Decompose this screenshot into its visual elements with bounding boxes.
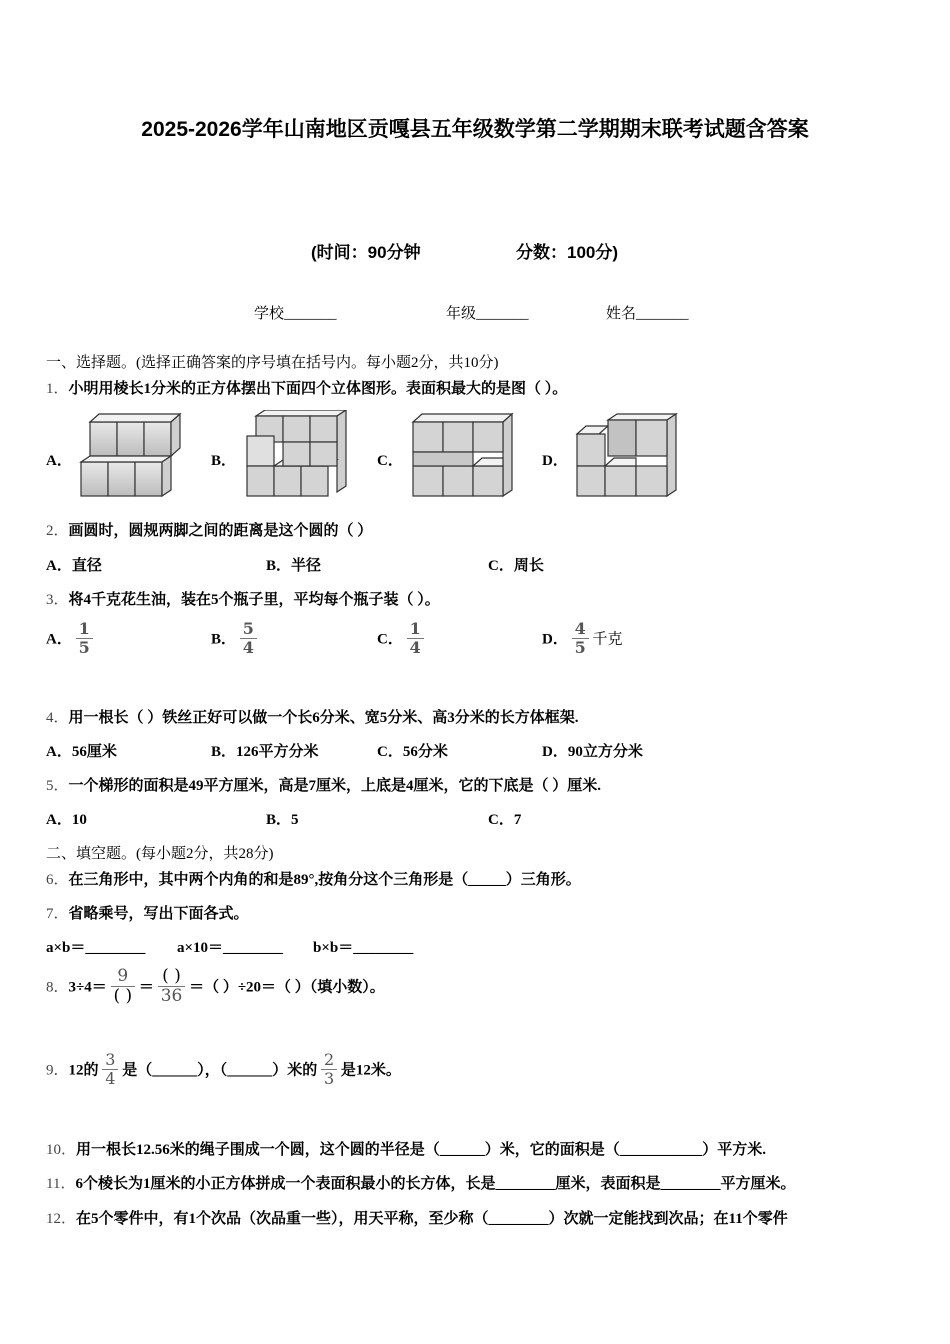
q7-item-3: b×b＝________ xyxy=(313,940,414,956)
denominator: 4 xyxy=(409,637,421,657)
figure-c-cubes xyxy=(404,410,524,502)
q3-option-d xyxy=(542,620,623,656)
fraction xyxy=(158,967,186,1005)
q3-option-a xyxy=(46,620,93,656)
section-2-heading: 二、填空题。(每小题2分，共28分) xyxy=(46,846,274,862)
option-label: C． xyxy=(377,631,403,648)
numerator: 3 xyxy=(102,1051,118,1070)
question-number: 6． xyxy=(46,872,69,888)
fraction xyxy=(407,620,424,656)
question-11 xyxy=(46,1172,795,1193)
fraction xyxy=(76,620,93,656)
question-text: 省略乘号，写出下面各式。 xyxy=(68,906,249,922)
question-number: 10． xyxy=(46,1142,77,1158)
question-number: 11． xyxy=(46,1176,76,1192)
q5-option-b: B．5 xyxy=(266,812,299,828)
question-1 xyxy=(46,377,567,398)
question-text-post: ＝（ ）÷20＝（ ）（填小数）。 xyxy=(189,979,385,996)
question-text: 在三角形中，其中两个内角的和是89°,按角分这个三角形是（_____）三角形。 xyxy=(68,872,581,888)
fraction xyxy=(572,620,589,656)
question-number: 12． xyxy=(46,1211,77,1227)
numerator: 2 xyxy=(321,1051,337,1070)
q4-option-a: A．56厘米 xyxy=(46,744,117,760)
question-text: 小明用棱长1分米的正方体摆出下面四个立体图形。表面积最大的是图（ ）。 xyxy=(68,381,568,397)
numerator: 1 xyxy=(407,620,424,639)
school-field: 学校_______ xyxy=(254,306,337,322)
equals: ＝ xyxy=(138,979,154,996)
q4-option-d: D．90立方分米 xyxy=(542,744,643,760)
time-label: (时间：90分钟 xyxy=(311,243,421,262)
numerator: ( ) xyxy=(158,967,186,987)
figure-b-cubes xyxy=(238,410,358,502)
question-text: 画圆时，圆规两脚之间的距离是这个圆的（ ） xyxy=(68,523,373,539)
fraction xyxy=(111,967,136,1005)
question-3 xyxy=(46,588,440,609)
section-1-heading: 一、选择题。(选择正确答案的序号填在括号内。每小题2分，共10分) xyxy=(46,355,499,371)
question-10 xyxy=(46,1138,766,1159)
q2-option-b: B．半径 xyxy=(266,558,322,574)
q5-option-a: A．10 xyxy=(46,812,87,828)
numerator: 1 xyxy=(76,620,93,639)
q5-option-c: C．7 xyxy=(488,812,522,828)
grade-field: 年级_______ xyxy=(446,306,529,322)
denominator: 4 xyxy=(105,1068,116,1088)
fraction xyxy=(240,620,257,656)
question-number: 8． xyxy=(46,979,69,996)
q7-item-1: a×b＝________ xyxy=(46,940,146,956)
q1-option-b: B． xyxy=(211,453,237,469)
question-8 xyxy=(46,967,385,1005)
fraction xyxy=(321,1051,337,1087)
q1-option-a: A． xyxy=(46,453,72,469)
q4-option-b: B．126平方分米 xyxy=(211,744,319,760)
figure-a-cubes xyxy=(72,410,192,502)
question-text-post: 是12米。 xyxy=(340,1062,401,1079)
figure-d-cubes xyxy=(568,410,688,502)
page-title: 2025-2026学年山南地区贡嘎县五年级数学第二学期期末联考试题含答案 xyxy=(141,118,809,141)
numerator: 4 xyxy=(572,620,589,639)
option-label: D． xyxy=(542,631,568,648)
name-field: 姓名_______ xyxy=(606,306,689,322)
question-text: 6个棱长为1厘米的小正方体拼成一个表面积最小的长方体，长是________厘米，表面积是________平方厘米。 xyxy=(75,1176,796,1192)
question-4 xyxy=(46,706,579,727)
question-text: 用一根长12.56米的绳子围成一个圆，这个圆的半径是（______）米，它的面积是（___________）平方米. xyxy=(76,1142,767,1158)
q4-option-c: C．56分米 xyxy=(377,744,448,760)
denominator: 5 xyxy=(78,637,90,657)
option-label: B． xyxy=(211,631,237,648)
q2-option-a: A．直径 xyxy=(46,558,102,574)
denominator: 4 xyxy=(242,637,254,657)
question-2 xyxy=(46,519,372,540)
denominator: ( ) xyxy=(113,985,133,1006)
numerator: 5 xyxy=(240,620,257,639)
q1-option-c: C． xyxy=(377,453,403,469)
question-text-mid: 是（______），（______）米的 xyxy=(122,1062,318,1079)
question-number: 1． xyxy=(46,381,69,397)
option-label: A． xyxy=(46,631,72,648)
score-label: 分数：100分) xyxy=(516,243,619,262)
q3-option-b xyxy=(211,620,257,656)
question-number: 2． xyxy=(46,523,69,539)
question-6 xyxy=(46,868,581,889)
denominator: 36 xyxy=(160,985,183,1006)
fraction xyxy=(102,1051,118,1087)
question-text-pre: 3÷4＝ xyxy=(68,979,107,996)
question-text: 一个梯形的面积是49平方厘米，高是7厘米，上底是4厘米，它的下底是（ ）厘米. xyxy=(68,778,602,794)
denominator: 5 xyxy=(574,637,586,657)
question-text: 将4千克花生油，装在5个瓶子里，平均每个瓶子装（ ）。 xyxy=(68,592,440,608)
question-7 xyxy=(46,902,249,923)
question-9 xyxy=(46,1051,401,1087)
question-number: 7． xyxy=(46,906,69,922)
question-5 xyxy=(46,774,601,795)
q3-option-c xyxy=(377,620,424,656)
question-number: 3． xyxy=(46,592,69,608)
question-text: 用一根长（ ）铁丝正好可以做一个长6分米、宽5分米、高3分米的长方体框架. xyxy=(68,710,579,726)
question-number: 9． xyxy=(46,1062,69,1079)
denominator: 3 xyxy=(323,1068,335,1088)
numerator: 9 xyxy=(111,967,136,987)
question-number: 4． xyxy=(46,710,69,726)
question-12 xyxy=(46,1207,788,1228)
question-text: 在5个零件中，有1个次品（次品重一些），用天平称，至少称（________）次就一定能找到次品；在11个零件 xyxy=(76,1211,788,1227)
unit: 千克 xyxy=(592,631,623,648)
q2-option-c: C．周长 xyxy=(488,558,544,574)
question-text-pre: 12的 xyxy=(68,1062,99,1079)
question-number: 5． xyxy=(46,778,69,794)
q1-option-d: D． xyxy=(542,453,568,469)
q7-item-2: a×10＝________ xyxy=(177,940,284,956)
